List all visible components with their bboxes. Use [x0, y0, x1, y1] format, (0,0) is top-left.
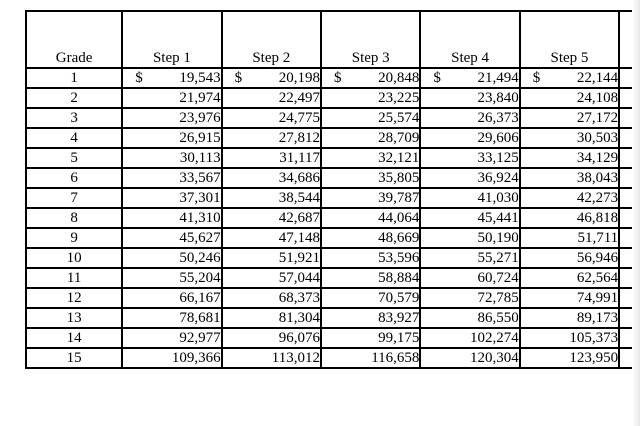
- salary-cell: [222, 208, 321, 228]
- salary-value: 31,117: [279, 150, 320, 166]
- salary-cell: [222, 348, 321, 368]
- table-row: [26, 148, 639, 168]
- salary-cell: [520, 268, 619, 288]
- grade-cell: 15: [26, 348, 122, 368]
- salary-cell: [222, 168, 321, 188]
- salary-cell: [520, 348, 619, 368]
- salary-value: 23,840: [477, 90, 519, 106]
- salary-value: 123,950: [569, 350, 619, 366]
- salary-cell: [520, 308, 619, 328]
- salary-value: 78,681: [179, 310, 221, 326]
- salary-value: 86,550: [477, 310, 519, 326]
- window-edge-shadow: [632, 0, 640, 426]
- salary-value: 72,785: [477, 290, 519, 306]
- grade-cell: 3: [26, 108, 122, 128]
- grade-cell: 4: [26, 128, 122, 148]
- salary-value: 48,669: [378, 230, 420, 246]
- salary-value: 32,121: [378, 150, 420, 166]
- grade-cell: 11: [26, 268, 122, 288]
- grade-cell: 6: [26, 168, 122, 188]
- salary-cell: [321, 288, 420, 308]
- salary-value: 35,805: [378, 170, 420, 186]
- salary-cell: [520, 128, 619, 148]
- salary-value: 60,724: [477, 270, 519, 286]
- salary-cell: [122, 68, 221, 88]
- table-header-row: [26, 11, 639, 68]
- salary-cell: [122, 288, 221, 308]
- salary-cell: [520, 188, 619, 208]
- salary-value: 42,273: [576, 190, 619, 206]
- salary-value: 20,198: [278, 70, 320, 86]
- grade-cell: 7: [26, 188, 122, 208]
- currency-symbol: $: [433, 70, 441, 86]
- salary-value: 109,366: [171, 350, 221, 366]
- salary-cell: [222, 128, 321, 148]
- table-row: [26, 268, 639, 288]
- salary-cell: [420, 108, 519, 128]
- salary-cell: [420, 168, 519, 188]
- salary-value: 116,658: [371, 350, 420, 366]
- salary-value: 21,974: [179, 90, 221, 106]
- salary-value: 24,108: [576, 90, 619, 106]
- salary-value: 47,148: [278, 230, 320, 246]
- table-row: [26, 248, 639, 268]
- salary-cell: [321, 108, 420, 128]
- salary-value: 21,494: [477, 70, 519, 86]
- salary-cell: [520, 168, 619, 188]
- salary-cell: [122, 168, 221, 188]
- grade-cell: 10: [26, 248, 122, 268]
- table-row: [26, 188, 639, 208]
- table-row: [26, 328, 639, 348]
- currency-symbol: $: [532, 70, 541, 86]
- salary-value: 57,044: [278, 270, 320, 286]
- salary-value: 83,927: [378, 310, 420, 326]
- salary-value: 92,977: [179, 330, 221, 346]
- salary-value: 66,167: [179, 290, 221, 306]
- salary-value: 27,812: [278, 130, 320, 146]
- salary-value: 20,848: [378, 70, 420, 86]
- header-step-5: Step 5: [520, 11, 619, 68]
- salary-value: 45,627: [179, 230, 221, 246]
- table-row: [26, 228, 639, 248]
- salary-value: 38,544: [278, 190, 320, 206]
- salary-value: 25,574: [378, 110, 420, 126]
- salary-cell: [321, 68, 420, 88]
- grade-cell: 12: [26, 288, 122, 308]
- currency-symbol: $: [334, 70, 342, 86]
- salary-cell: [420, 308, 519, 328]
- salary-value: 96,076: [278, 330, 320, 346]
- salary-value: 41,030: [477, 190, 519, 206]
- salary-value: 33,567: [179, 170, 221, 186]
- header-step-2: Step 2: [222, 11, 321, 68]
- salary-value: 24,775: [278, 110, 320, 126]
- salary-cell: [420, 128, 519, 148]
- salary-cell: [321, 88, 420, 108]
- salary-value: 74,991: [576, 290, 619, 306]
- salary-value: 42,687: [278, 210, 320, 226]
- salary-cell: [122, 348, 221, 368]
- salary-cell: [122, 108, 221, 128]
- table-row: [26, 108, 639, 128]
- salary-value: 102,274: [470, 330, 519, 346]
- currency-symbol: $: [234, 70, 243, 86]
- salary-value: 22,497: [278, 90, 320, 106]
- salary-cell: [122, 228, 221, 248]
- salary-value: 45,441: [477, 210, 519, 226]
- salary-cell: [222, 188, 321, 208]
- salary-cell: [321, 168, 420, 188]
- salary-value: 27,172: [576, 110, 619, 126]
- salary-cell: [222, 248, 321, 268]
- salary-value: 46,818: [576, 210, 619, 226]
- salary-value: 22,144: [576, 70, 619, 86]
- table-body: [26, 68, 639, 368]
- salary-value: 26,373: [477, 110, 519, 126]
- salary-value: 26,915: [179, 130, 221, 146]
- salary-value: 53,596: [378, 250, 420, 266]
- salary-cell: [420, 88, 519, 108]
- salary-value: 55,204: [179, 270, 221, 286]
- salary-cell: [520, 328, 619, 348]
- salary-cell: [321, 188, 420, 208]
- salary-cell: [520, 228, 619, 248]
- salary-cell: [520, 68, 619, 88]
- salary-cell: [122, 188, 221, 208]
- grade-cell: 8: [26, 208, 122, 228]
- salary-cell: [420, 348, 519, 368]
- salary-cell: [520, 248, 619, 268]
- salary-cell: [122, 128, 221, 148]
- salary-value: 55,271: [477, 250, 519, 266]
- salary-value: 33,125: [477, 150, 519, 166]
- salary-value: 28,709: [378, 130, 420, 146]
- header-grade: Grade: [26, 11, 122, 68]
- salary-cell: [321, 248, 420, 268]
- salary-cell: [321, 128, 420, 148]
- salary-cell: [321, 328, 420, 348]
- header-step-3: Step 3: [321, 11, 420, 68]
- salary-cell: [420, 248, 519, 268]
- currency-symbol: $: [135, 70, 143, 86]
- salary-value: 62,564: [576, 270, 619, 286]
- salary-cell: [122, 208, 221, 228]
- salary-cell: [122, 148, 221, 168]
- salary-value: 51,921: [278, 250, 320, 266]
- salary-cell: [420, 188, 519, 208]
- salary-value: 30,113: [179, 150, 221, 166]
- salary-value: 58,884: [378, 270, 420, 286]
- salary-value: 23,976: [179, 110, 221, 126]
- header-step-1: Step 1: [122, 11, 221, 68]
- salary-cell: [420, 268, 519, 288]
- salary-cell: [122, 328, 221, 348]
- salary-value: 34,129: [576, 150, 619, 166]
- salary-value: 56,946: [576, 250, 619, 266]
- table-row: [26, 128, 639, 148]
- salary-value: 36,924: [477, 170, 519, 186]
- salary-cell: [222, 308, 321, 328]
- salary-value: 38,043: [576, 170, 619, 186]
- table-row: [26, 308, 639, 328]
- salary-cell: [420, 68, 519, 88]
- salary-cell: [520, 108, 619, 128]
- salary-value: 50,246: [179, 250, 221, 266]
- salary-cell: [520, 288, 619, 308]
- salary-value: 70,579: [378, 290, 420, 306]
- header-step-4: Step 4: [420, 11, 519, 68]
- salary-table: [25, 10, 640, 369]
- table-row: [26, 288, 639, 308]
- salary-cell: [122, 308, 221, 328]
- salary-cell: [222, 268, 321, 288]
- salary-cell: [321, 148, 420, 168]
- grade-cell: 5: [26, 148, 122, 168]
- salary-cell: [321, 208, 420, 228]
- salary-value: 105,373: [569, 330, 619, 346]
- salary-cell: [321, 348, 420, 368]
- table-row: [26, 348, 639, 368]
- salary-value: 81,304: [278, 310, 320, 326]
- salary-cell: [321, 228, 420, 248]
- salary-cell: [222, 148, 321, 168]
- salary-value: 19,543: [179, 70, 221, 86]
- salary-value: 41,310: [179, 210, 221, 226]
- grade-cell: 14: [26, 328, 122, 348]
- salary-cell: [222, 88, 321, 108]
- table-row: [26, 208, 639, 228]
- salary-cell: [222, 328, 321, 348]
- salary-cell: [122, 268, 221, 288]
- grade-cell: 13: [26, 308, 122, 328]
- salary-cell: [222, 68, 321, 88]
- grade-cell: 9: [26, 228, 122, 248]
- table-row: [26, 88, 639, 108]
- table-row: [26, 168, 639, 188]
- salary-value: 68,373: [278, 290, 320, 306]
- salary-cell: [222, 228, 321, 248]
- salary-value: 50,190: [477, 230, 519, 246]
- salary-cell: [222, 288, 321, 308]
- salary-cell: [420, 148, 519, 168]
- salary-cell: [520, 88, 619, 108]
- salary-value: 99,175: [378, 330, 420, 346]
- salary-cell: [222, 108, 321, 128]
- salary-cell: [520, 148, 619, 168]
- salary-value: 39,787: [378, 190, 420, 206]
- salary-cell: [420, 328, 519, 348]
- salary-value: 23,225: [378, 90, 420, 106]
- salary-value: 29,606: [477, 130, 519, 146]
- salary-value: 44,064: [378, 210, 420, 226]
- salary-value: 113,012: [271, 350, 320, 366]
- salary-value: 51,711: [577, 230, 619, 246]
- table-row: [26, 68, 639, 88]
- salary-cell: [420, 208, 519, 228]
- salary-cell: [420, 228, 519, 248]
- salary-value: 30,503: [576, 130, 619, 146]
- salary-cell: [520, 208, 619, 228]
- salary-cell: [420, 288, 519, 308]
- salary-value: 34,686: [278, 170, 320, 186]
- grade-cell: 1: [26, 68, 122, 88]
- salary-value: 37,301: [179, 190, 221, 206]
- salary-cell: [122, 248, 221, 268]
- salary-cell: [321, 268, 420, 288]
- salary-cell: [122, 88, 221, 108]
- salary-value: 120,304: [470, 350, 519, 366]
- salary-cell: [321, 308, 420, 328]
- grade-cell: 2: [26, 88, 122, 108]
- salary-value: 89,173: [576, 310, 619, 326]
